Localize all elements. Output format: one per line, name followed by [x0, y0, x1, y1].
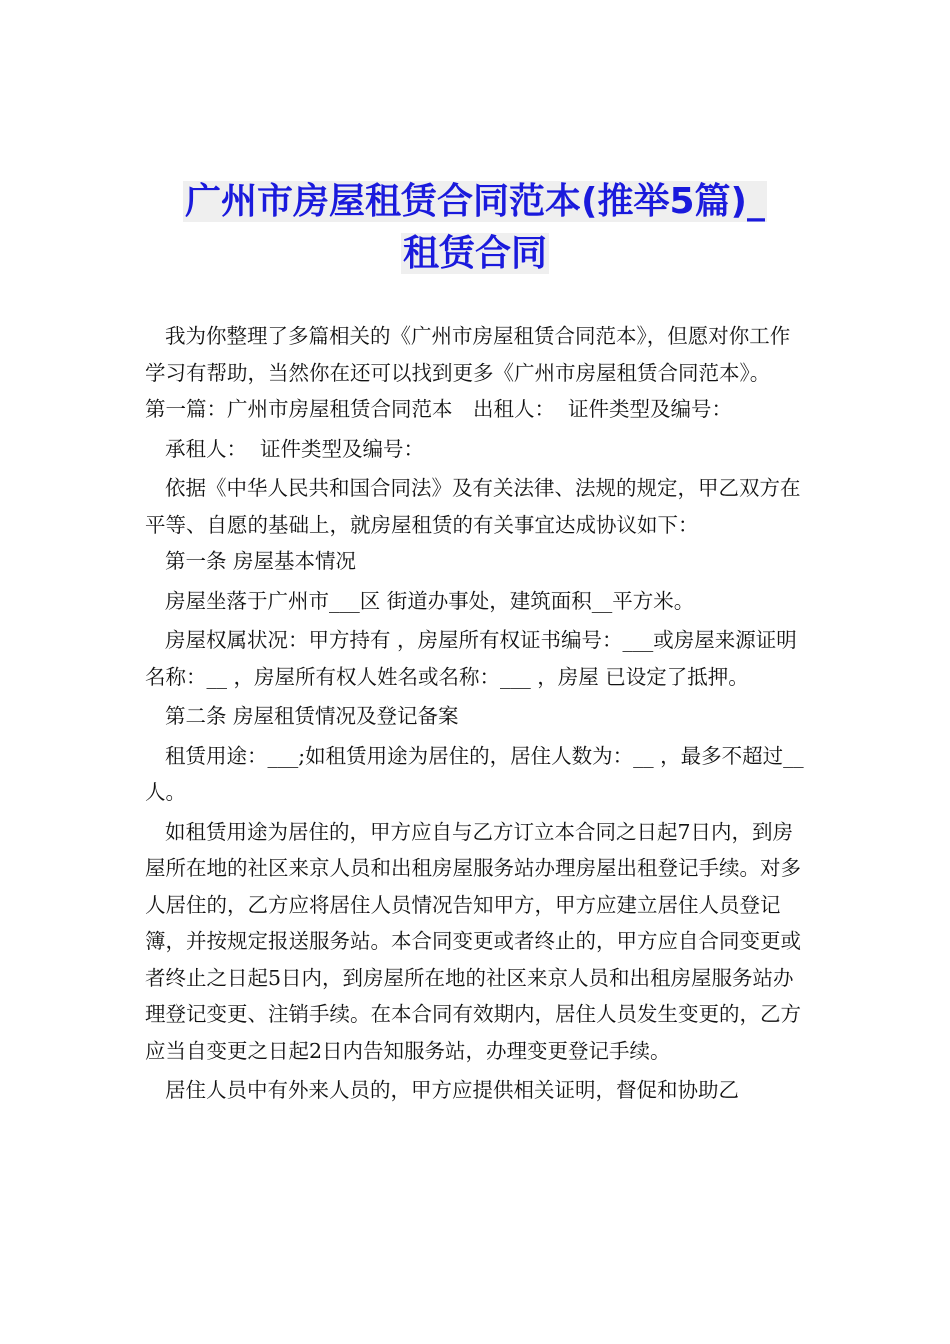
legal-basis-paragraph: 依据《中华人民共和国合同法》及有关法律、法规的规定，甲乙双方在平等、自愿的基础上，就房屋租赁的有关事宜达成协议如下：	[145, 476, 801, 537]
tenant-line: 承租人： 证件类型及编号：	[165, 436, 425, 461]
article-2-heading: 第二条 房屋租赁情况及登记备案	[165, 704, 459, 728]
usage-paragraph: 租赁用途：___;如租赁用途为居住的，居住人数为：__ ，最多不超过__ 人。	[145, 743, 811, 804]
property-location-paragraph: 房屋坐落于广州市___区 街道办事处，建筑面积__平方米。	[165, 588, 695, 613]
intro-paragraph: 我为你整理了多篇相关的《广州市房屋租赁合同范本》，但愿对你工作学习有帮助，当然你在还可以找到更多《广州市房屋租赁合同范本》。	[145, 324, 791, 385]
article-1-heading: 第一条 房屋基本情况	[165, 549, 357, 573]
residents-paragraph: 居住人员中有外来人员的，甲方应提供相关证明，督促和协助乙	[165, 1078, 739, 1102]
document-title	[100, 176, 850, 280]
title-line-2: 租赁合同	[402, 233, 547, 274]
registration-paragraph: 如租赁用途为居住的，甲方应自与乙方订立本合同之日起7日内，到房屋所在地的社区来京人员和出租房屋服务站办理房屋出租登记手续。对多人居住的，乙方应将居住人员情况告知甲方，甲方应建立居住人员登记簿，并按规定报送服务站。本合同变更或者终止的，甲方应自合同变更或者终止之日起5日内，到房屋所在地的社区来京人员和出租房屋服务站办理登记变更、注销手续。在本合同有效期内，居住人员发生变更的，乙方应当自变更之日起2日内告知服务站，办理变更登记手续。	[145, 819, 801, 1063]
title-line-1: 广州市房屋租赁合同范本(推举5篇)_	[185, 181, 765, 222]
ownership-paragraph: 房屋权属状况：甲方持有 ，房屋所有权证书编号：___或房屋来源证明名称：__ ，房屋所有权人姓名或名称：___ ，房屋 已设定了抵押。	[145, 628, 797, 689]
section-heading-first: 第一篇：广州市房屋租赁合同范本 出租人： 证件类型及编号：	[145, 397, 733, 421]
document-body	[145, 318, 810, 1109]
